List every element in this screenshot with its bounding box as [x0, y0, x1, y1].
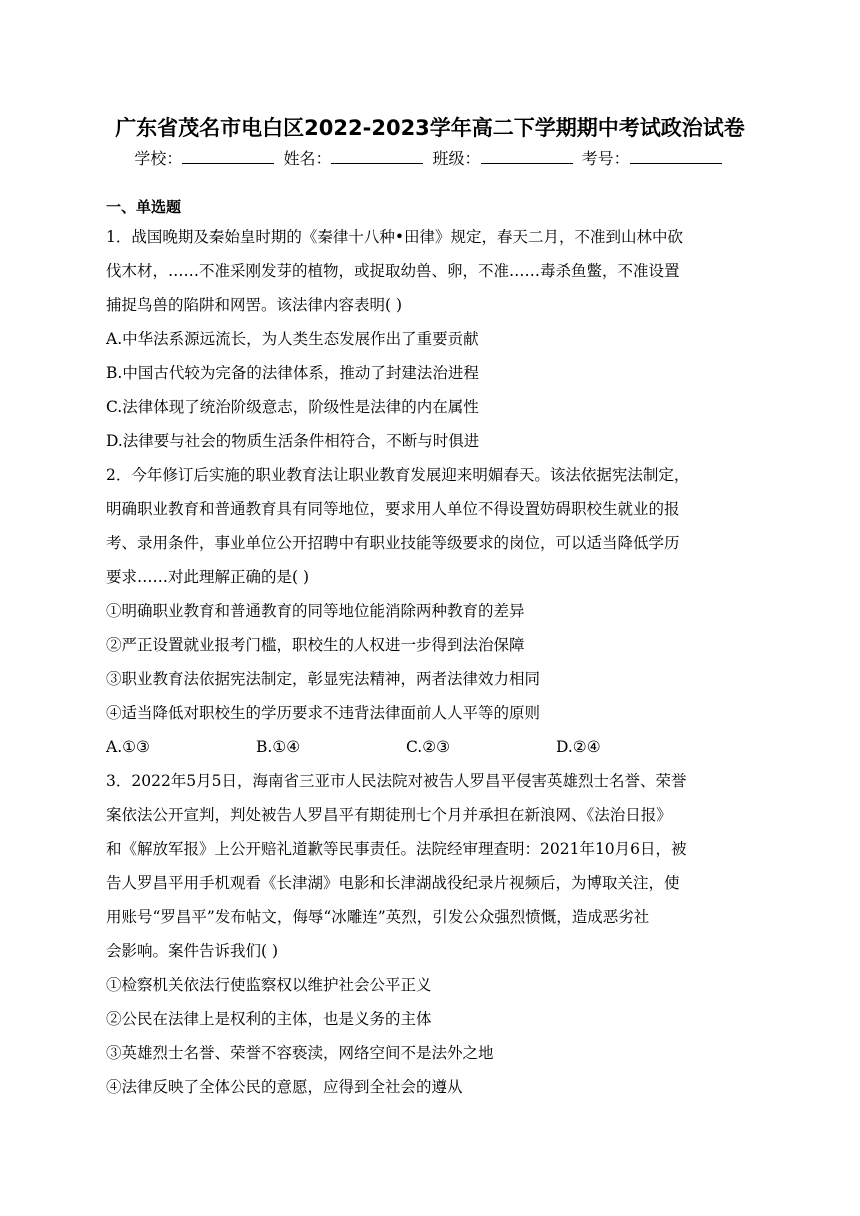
question-3-line: 用账号“罗昌平”发布帖文，侮辱“冰雕连”英烈，引发公众强烈愤慨，造成恶劣社: [106, 908, 650, 926]
question-2-item: ④适当降低对职校生的学历要求不违背法律面前人人平等的原则: [106, 704, 541, 722]
question-3-line: 案依法公开宣判，判处被告人罗昌平有期徒刑七个月并承担在新浪网、《法治日报》: [106, 806, 672, 824]
exam-number-label: 考号：: [581, 149, 630, 168]
exam-title: 广东省茂名市电白区2022-2023学年高二下学期期中考试政治试卷: [115, 116, 745, 140]
question-1-line: 1．战国晚期及秦始皇时期的《秦律十八种•田律》规定，春天二月，不准到山林中砍: [106, 228, 684, 246]
question-1-line: 伐木材，……不准采刚发芽的植物，或捉取幼兽、卵，不准……毒杀鱼鳖，不准设置: [106, 262, 680, 280]
school-blank: [182, 149, 274, 164]
name-label: 姓名：: [283, 149, 332, 168]
question-2-line: 要求……对此理解正确的是( ): [106, 568, 310, 586]
question-2-option-a: A.①③: [106, 738, 150, 756]
question-2-option-c: C.②③: [406, 738, 451, 756]
question-1-option-b: B.中国古代较为完备的法律体系，推动了封建法治进程: [106, 364, 479, 382]
exam-number-field: [582, 146, 726, 169]
class-label: 班级：: [432, 149, 481, 168]
name-field: [283, 146, 427, 169]
question-3-line: 3．2022年5月5日，海南省三亚市人民法院对被告人罗昌平侵害英雄烈士名誉、荣誉: [106, 772, 687, 790]
question-2-item: ③职业教育法依据宪法制定，彰显宪法精神，两者法律效力相同: [106, 670, 541, 688]
question-3-line: 告人罗昌平用手机观看《长津湖》电影和长津湖战役纪录片视频后，为博取关注，使: [106, 874, 680, 892]
class-blank: [481, 149, 573, 164]
section-heading: 一、单选题: [106, 198, 182, 216]
question-2-item: ②严正设置就业报考门槛，职校生的人权进一步得到法治保障: [106, 636, 525, 654]
question-2-options: [106, 730, 756, 764]
question-1-line: 捕捉鸟兽的陷阱和网罟。该法律内容表明( ): [106, 296, 403, 314]
question-2-line: 2．今年修订后实施的职业教育法让职业教育发展迎来明媚春天。该法依据宪法制定，: [106, 466, 690, 484]
question-3-line: 和《解放军报》上公开赔礼道歉等民事责任。法院经审理查明：2021年10月6日，被: [106, 840, 687, 858]
question-2-line: 考、录用条件，事业单位公开招聘中有职业技能等级要求的岗位，可以适当降低学历: [106, 534, 680, 552]
question-1-option-a: A.中华法系源远流长，为人类生态发展作出了重要贡献: [106, 330, 479, 348]
school-label: 学校：: [134, 149, 183, 168]
name-blank: [331, 149, 423, 164]
question-3-item: ②公民在法律上是权利的主体，也是义务的主体: [106, 1010, 432, 1028]
question-2-line: 明确职业教育和普通教育具有同等地位，要求用人单位不得设置妨碍职校生就业的报: [106, 500, 680, 518]
question-2-option-b: B.①④: [256, 738, 301, 756]
question-1-option-d: D.法律要与社会的物质生活条件相符合，不断与时俱进: [106, 432, 480, 450]
school-field: [134, 146, 278, 169]
class-field: [433, 146, 577, 169]
exam-number-blank: [630, 149, 722, 164]
student-info-fields: [0, 146, 860, 169]
question-1-option-c: C.法律体现了统治阶级意志，阶级性是法律的内在属性: [106, 398, 479, 416]
question-3-line: 会影响。案件告诉我们( ): [106, 942, 279, 960]
question-3-item: ③英雄烈士名誉、荣誉不容亵渎，网络空间不是法外之地: [106, 1044, 494, 1062]
question-2-option-d: D.②④: [556, 738, 601, 756]
question-3-item: ④法律反映了全体公民的意愿，应得到全社会的遵从: [106, 1078, 463, 1096]
questions: [106, 220, 756, 1104]
question-3-item: ①检察机关依法行使监察权以维护社会公平正义: [106, 976, 432, 994]
question-2-item: ①明确职业教育和普通教育的同等地位能消除两种教育的差异: [106, 602, 525, 620]
